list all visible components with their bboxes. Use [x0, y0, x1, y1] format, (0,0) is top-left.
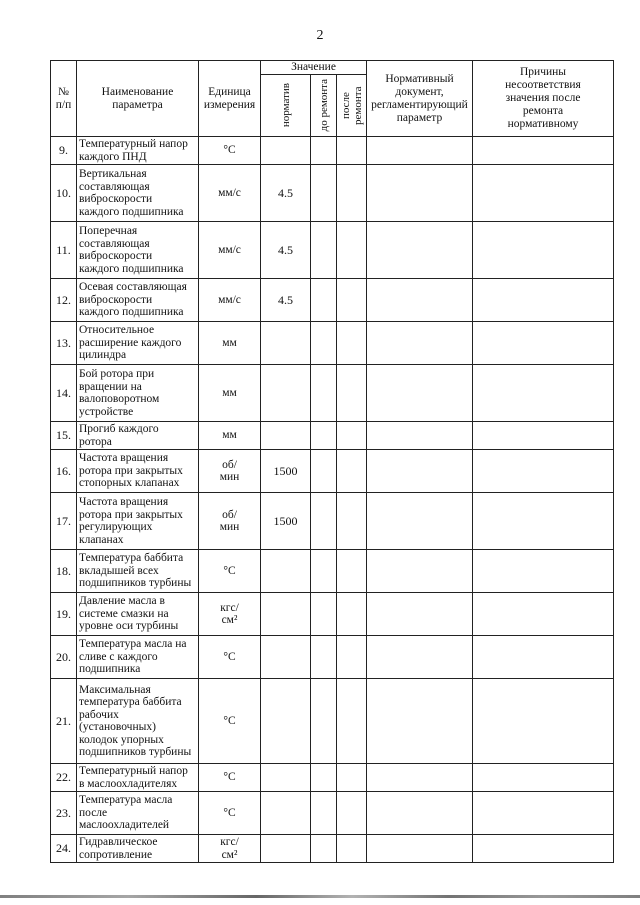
- row-nonconformity-reason: [473, 422, 614, 450]
- row-parameter-name: Бой ротора при вращении на валоповоротном устройстве: [77, 365, 199, 422]
- row-before-value: [311, 279, 337, 322]
- row-norm-value: 4.5: [261, 222, 311, 279]
- row-nonconformity-reason: [473, 593, 614, 636]
- row-after-value: [337, 222, 367, 279]
- row-after-value: [337, 593, 367, 636]
- row-unit: мм: [199, 422, 261, 450]
- row-after-value: [337, 279, 367, 322]
- parameters-table: [50, 60, 614, 863]
- row-norm-value: [261, 322, 311, 365]
- page-number: 2: [316, 28, 324, 43]
- row-before-value: [311, 165, 337, 222]
- row-unit: °С: [199, 137, 261, 165]
- header-after: после ремонта: [339, 86, 364, 125]
- header-value-group: Значение: [261, 61, 367, 75]
- row-norm-value: [261, 550, 311, 593]
- row-norm-value: [261, 679, 311, 764]
- table-row: [51, 165, 614, 222]
- row-unit: мм: [199, 322, 261, 365]
- row-unit: кгс/ см²: [199, 593, 261, 636]
- row-after-value: [337, 493, 367, 550]
- row-nonconformity-reason: [473, 137, 614, 165]
- row-nonconformity-reason: [473, 764, 614, 792]
- row-unit: °С: [199, 679, 261, 764]
- row-norm-value: [261, 764, 311, 792]
- row-normative-document: [367, 636, 473, 679]
- row-normative-document: [367, 792, 473, 835]
- row-nonconformity-reason: [473, 835, 614, 863]
- row-before-value: [311, 792, 337, 835]
- row-nonconformity-reason: [473, 279, 614, 322]
- row-num: 9.: [51, 137, 77, 165]
- table-row: [51, 550, 614, 593]
- row-parameter-name: Прогиб каждого ротора: [77, 422, 199, 450]
- row-num: 14.: [51, 365, 77, 422]
- row-nonconformity-reason: [473, 550, 614, 593]
- row-after-value: [337, 835, 367, 863]
- row-after-value: [337, 636, 367, 679]
- row-normative-document: [367, 222, 473, 279]
- row-before-value: [311, 550, 337, 593]
- row-before-value: [311, 593, 337, 636]
- row-num: 10.: [51, 165, 77, 222]
- row-num: 24.: [51, 835, 77, 863]
- row-nonconformity-reason: [473, 450, 614, 493]
- row-nonconformity-reason: [473, 165, 614, 222]
- row-norm-value: [261, 365, 311, 422]
- row-before-value: [311, 636, 337, 679]
- row-normative-document: [367, 279, 473, 322]
- row-normative-document: [367, 165, 473, 222]
- table-row: [51, 593, 614, 636]
- row-nonconformity-reason: [473, 636, 614, 679]
- row-norm-value: [261, 593, 311, 636]
- row-nonconformity-reason: [473, 679, 614, 764]
- row-before-value: [311, 222, 337, 279]
- row-parameter-name: Температурный напор в маслоохладителях: [77, 764, 199, 792]
- row-normative-document: [367, 450, 473, 493]
- row-nonconformity-reason: [473, 222, 614, 279]
- row-parameter-name: Частота вращения ротора при закрытых стопорных клапанах: [77, 450, 199, 493]
- row-unit: °С: [199, 636, 261, 679]
- row-before-value: [311, 679, 337, 764]
- table-body: [51, 137, 614, 863]
- table-row: [51, 322, 614, 365]
- row-unit: мм/с: [199, 279, 261, 322]
- row-normative-document: [367, 365, 473, 422]
- row-after-value: [337, 322, 367, 365]
- row-num: 17.: [51, 493, 77, 550]
- table-row: [51, 636, 614, 679]
- row-before-value: [311, 137, 337, 165]
- table-row: [51, 137, 614, 165]
- row-num: 20.: [51, 636, 77, 679]
- row-parameter-name: Температура масла после маслоохладителей: [77, 792, 199, 835]
- row-after-value: [337, 422, 367, 450]
- row-normative-document: [367, 493, 473, 550]
- header-before: до ремонта: [317, 79, 330, 132]
- row-normative-document: [367, 835, 473, 863]
- row-norm-value: [261, 422, 311, 450]
- table-row: [51, 279, 614, 322]
- row-before-value: [311, 493, 337, 550]
- row-parameter-name: Гидравлическое сопротивление: [77, 835, 199, 863]
- row-normative-document: [367, 322, 473, 365]
- scan-edge-line: [0, 895, 640, 898]
- row-num: 16.: [51, 450, 77, 493]
- table-row: [51, 835, 614, 863]
- row-nonconformity-reason: [473, 365, 614, 422]
- row-num: 19.: [51, 593, 77, 636]
- row-parameter-name: Осевая составляющая виброскорости каждого подшипника: [77, 279, 199, 322]
- row-parameter-name: Поперечная составляющая виброскорости каждого подшипника: [77, 222, 199, 279]
- row-unit: °С: [199, 764, 261, 792]
- row-parameter-name: Температурный напор каждого ПНД: [77, 137, 199, 165]
- row-unit: мм/с: [199, 165, 261, 222]
- row-parameter-name: Относительное расширение каждого цилиндра: [77, 322, 199, 365]
- row-parameter-name: Давление масла в системе смазки на уровне оси турбины: [77, 593, 199, 636]
- row-parameter-name: Частота вращения ротора при закрытых регулирующих клапанах: [77, 493, 199, 550]
- row-after-value: [337, 450, 367, 493]
- row-nonconformity-reason: [473, 493, 614, 550]
- row-before-value: [311, 322, 337, 365]
- row-parameter-name: Температура масла на сливе с каждого подшипника: [77, 636, 199, 679]
- header-name: Наименование параметра: [77, 61, 199, 137]
- row-normative-document: [367, 550, 473, 593]
- row-before-value: [311, 835, 337, 863]
- table-row: [51, 222, 614, 279]
- row-norm-value: [261, 835, 311, 863]
- row-before-value: [311, 764, 337, 792]
- row-num: 11.: [51, 222, 77, 279]
- row-after-value: [337, 679, 367, 764]
- row-norm-value: 4.5: [261, 165, 311, 222]
- header-num: № п/п: [51, 61, 77, 137]
- row-before-value: [311, 450, 337, 493]
- row-num: 13.: [51, 322, 77, 365]
- row-num: 22.: [51, 764, 77, 792]
- row-normative-document: [367, 137, 473, 165]
- row-unit: мм/с: [199, 222, 261, 279]
- header-reason: Причины несоответствия значения после ремонта нормативному: [473, 61, 614, 137]
- row-norm-value: [261, 137, 311, 165]
- row-before-value: [311, 365, 337, 422]
- row-num: 18.: [51, 550, 77, 593]
- row-after-value: [337, 764, 367, 792]
- row-normative-document: [367, 679, 473, 764]
- header-before-cell: [311, 75, 337, 137]
- row-unit: °С: [199, 550, 261, 593]
- row-normative-document: [367, 593, 473, 636]
- table-row: [51, 365, 614, 422]
- header-norm: норматив: [279, 83, 292, 128]
- row-norm-value: [261, 636, 311, 679]
- header-unit: Единица измерения: [199, 61, 261, 137]
- row-after-value: [337, 792, 367, 835]
- row-num: 21.: [51, 679, 77, 764]
- row-after-value: [337, 365, 367, 422]
- table-row: [51, 764, 614, 792]
- row-nonconformity-reason: [473, 322, 614, 365]
- row-unit: кгс/ см²: [199, 835, 261, 863]
- table-row: [51, 679, 614, 764]
- row-norm-value: 1500: [261, 493, 311, 550]
- table-row: [51, 493, 614, 550]
- row-num: 12.: [51, 279, 77, 322]
- row-after-value: [337, 550, 367, 593]
- row-norm-value: 1500: [261, 450, 311, 493]
- row-parameter-name: Максимальная температура баббита рабочих (установочных) колодок упорных подшипников турбины: [77, 679, 199, 764]
- row-normative-document: [367, 422, 473, 450]
- row-num: 15.: [51, 422, 77, 450]
- header-norm-cell: [261, 75, 311, 137]
- row-before-value: [311, 422, 337, 450]
- row-num: 23.: [51, 792, 77, 835]
- row-norm-value: [261, 792, 311, 835]
- table-row: [51, 792, 614, 835]
- row-unit: об/ мин: [199, 493, 261, 550]
- header-after-cell: [337, 75, 367, 137]
- row-unit: об/ мин: [199, 450, 261, 493]
- row-after-value: [337, 165, 367, 222]
- row-parameter-name: Температура баббита вкладышей всех подшипников турбины: [77, 550, 199, 593]
- table-row: [51, 450, 614, 493]
- header-doc: Нормативный документ, регламентирующий параметр: [367, 61, 473, 137]
- row-unit: °С: [199, 792, 261, 835]
- row-normative-document: [367, 764, 473, 792]
- table-row: [51, 422, 614, 450]
- row-after-value: [337, 137, 367, 165]
- row-nonconformity-reason: [473, 792, 614, 835]
- row-parameter-name: Вертикальная составляющая виброскорости каждого подшипника: [77, 165, 199, 222]
- row-norm-value: 4.5: [261, 279, 311, 322]
- row-unit: мм: [199, 365, 261, 422]
